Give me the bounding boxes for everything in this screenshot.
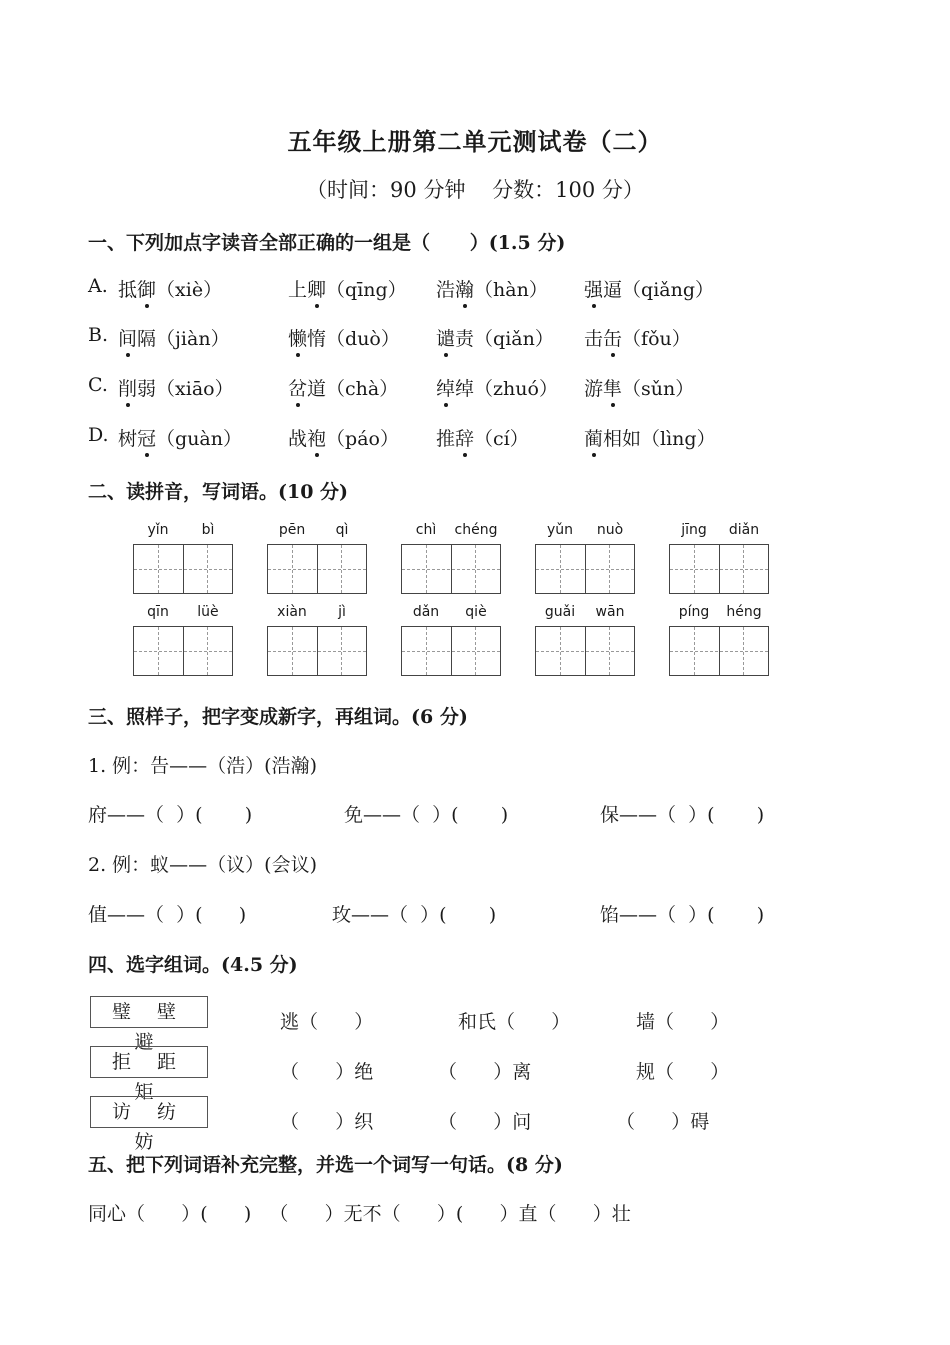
q3-row-2-b[interactable]: 玫——（ ）( )	[332, 904, 497, 926]
q4-blank-2-3[interactable]: 规（ ）	[636, 1061, 730, 1083]
pinyin-syllable: nuò	[596, 522, 624, 538]
pinyin-reading: （fǒu）	[622, 328, 691, 350]
grid-guide-line	[268, 569, 366, 570]
q1-word-item	[584, 374, 694, 401]
q1-word-item	[288, 324, 400, 351]
pinyin-syllable: yǔn	[546, 522, 574, 538]
dotted-character: 缶	[603, 324, 622, 351]
grid-guide-line	[560, 627, 561, 675]
writing-grid[interactable]	[401, 544, 501, 594]
pinyin-syllable: bì	[201, 522, 215, 538]
pinyin-reading: （lìng）	[641, 428, 716, 450]
pinyin-reading: （duò）	[326, 328, 400, 350]
q3-heading: 三、照样子，把字变成新字，再组词。(6 分)	[88, 706, 468, 728]
pinyin-syllable: dǎn	[412, 604, 440, 620]
grid-guide-line	[402, 569, 500, 570]
grid-guide-line	[536, 569, 634, 570]
q3-example-1: 1. 例：告——（浩）(浩瀚)	[88, 755, 317, 777]
q1-option-label: A.	[88, 275, 108, 297]
q1-word-item	[118, 275, 222, 302]
q3-row-1-c[interactable]: 保——（ ）( )	[600, 804, 765, 826]
pinyin-reading: （xiāo）	[156, 378, 234, 400]
pinyin-syllable: pēn	[278, 522, 306, 538]
pinyin-syllable: qīn	[147, 604, 169, 620]
pinyin-reading: （qīng）	[326, 279, 407, 301]
q4-blank-3-2[interactable]: （ ）问	[438, 1111, 532, 1133]
pinyin-reading: （qiǎn）	[474, 328, 554, 350]
q1-word-item	[584, 275, 714, 302]
grid-guide-line	[292, 545, 293, 593]
word-prefix: 浩	[436, 279, 456, 301]
pinyin-reading: （sǔn）	[622, 378, 695, 400]
grid-guide-line	[207, 627, 208, 675]
grid-guide-line	[341, 545, 342, 593]
grid-guide-line	[670, 569, 768, 570]
grid-guide-line	[670, 651, 768, 652]
q1-option-label: B.	[88, 324, 109, 346]
q1-option-label: C.	[88, 374, 108, 396]
q3-row-2-a[interactable]: 值——（ ）( )	[88, 904, 247, 926]
q5-heading: 五、把下列词语补充完整，并选一个词写一句话。(8 分)	[88, 1154, 563, 1176]
grid-guide-line	[341, 627, 342, 675]
word-suffix: 弱	[137, 378, 157, 400]
pinyin-syllable: píng	[678, 604, 710, 620]
pinyin-reading: （hàn）	[474, 279, 548, 301]
grid-guide-line	[694, 627, 695, 675]
grid-guide-line	[134, 651, 232, 652]
pinyin-reading: （jiàn）	[156, 328, 230, 350]
word-prefix: 战	[288, 428, 308, 450]
grid-guide-line	[609, 545, 610, 593]
pinyin-reading: （qiǎng）	[622, 279, 714, 301]
writing-grid[interactable]	[133, 626, 233, 676]
dotted-character: 御	[137, 275, 156, 302]
pinyin-reading: （cí）	[474, 428, 529, 450]
q4-blank-1-3[interactable]: 墙（ ）	[636, 1011, 730, 1033]
q4-blank-3-1[interactable]: （ ）织	[280, 1111, 374, 1133]
grid-guide-line	[475, 545, 476, 593]
grid-guide-line	[475, 627, 476, 675]
dotted-character: 冠	[137, 424, 156, 451]
dotted-character: 强	[584, 275, 603, 302]
q4-blank-2-2[interactable]: （ ）离	[438, 1061, 532, 1083]
pinyin-syllable: guǎi	[544, 604, 576, 620]
grid-guide-line	[536, 651, 634, 652]
pinyin-syllable: chì	[415, 522, 437, 538]
dotted-character: 削	[118, 374, 137, 401]
q2-heading: 二、读拼音，写词语。(10 分)	[88, 481, 349, 503]
q1-word-item	[436, 424, 529, 451]
pinyin-syllable: chéng	[454, 522, 498, 538]
q3-row-2-c[interactable]: 馅——（ ）( )	[600, 904, 765, 926]
grid-guide-line	[158, 545, 159, 593]
grid-guide-line	[292, 627, 293, 675]
word-suffix: 隔	[137, 328, 157, 350]
q5-idiom-blanks[interactable]: 同心（ ）( ) （ ）无不（ ）( ）直（ ）壮	[88, 1203, 631, 1225]
writing-grid[interactable]	[535, 626, 635, 676]
dotted-character: 辞	[455, 424, 474, 451]
dotted-character: 袍	[307, 424, 326, 451]
pinyin-syllable: diǎn	[728, 522, 760, 538]
q1-word-item	[288, 275, 407, 302]
pinyin-syllable: qiè	[465, 604, 487, 620]
writing-grid[interactable]	[133, 544, 233, 594]
q1-option-label: D.	[88, 424, 109, 446]
word-prefix: 击	[584, 328, 604, 350]
pinyin-syllable: yǐn	[147, 522, 169, 538]
pinyin-syllable: xiàn	[277, 604, 307, 620]
pinyin-syllable: wān	[595, 604, 625, 620]
word-prefix: 推	[436, 428, 456, 450]
dotted-character: 蔺	[584, 424, 603, 451]
word-prefix: 上	[288, 279, 308, 301]
word-suffix: 惰	[307, 328, 327, 350]
word-prefix: 抵	[118, 279, 138, 301]
dotted-character: 瀚	[455, 275, 474, 302]
grid-guide-line	[609, 627, 610, 675]
q4-charset-2: 拒 距 矩	[90, 1046, 208, 1078]
word-suffix: 绰	[455, 378, 475, 400]
word-suffix: 道	[307, 378, 327, 400]
q1-word-item	[584, 324, 691, 351]
q4-heading: 四、选字组词。(4.5 分)	[88, 954, 298, 976]
grid-guide-line	[268, 651, 366, 652]
dotted-character: 懒	[288, 324, 307, 351]
pinyin-syllable: héng	[726, 604, 762, 620]
grid-guide-line	[207, 545, 208, 593]
word-suffix: 相如	[603, 428, 642, 450]
q1-word-item	[118, 374, 234, 401]
grid-guide-line	[743, 545, 744, 593]
q1-word-item	[436, 275, 548, 302]
q1-word-item	[436, 374, 558, 401]
word-suffix: 责	[455, 328, 475, 350]
dotted-character: 间	[118, 324, 137, 351]
writing-grid[interactable]	[267, 626, 367, 676]
q4-charset-3: 访 纺 妨	[90, 1096, 208, 1128]
page-subtitle: （时间：90 分钟 分数：100 分）	[306, 178, 644, 202]
q4-blank-1-1[interactable]: 逃（ ）	[280, 1011, 374, 1033]
dotted-character: 绰	[436, 374, 455, 401]
pinyin-syllable: lüè	[197, 604, 219, 620]
grid-guide-line	[134, 569, 232, 570]
word-prefix: 游	[584, 378, 604, 400]
writing-grid[interactable]	[401, 626, 501, 676]
q4-blank-3-3[interactable]: （ ）碍	[616, 1111, 710, 1133]
grid-guide-line	[743, 627, 744, 675]
q1-word-item	[436, 324, 554, 351]
q1-word-item	[288, 424, 399, 451]
dotted-character: 岔	[288, 374, 307, 401]
pinyin-reading: （chà）	[326, 378, 399, 400]
q4-charset-1: 璧 壁 避	[90, 996, 208, 1028]
pinyin-reading: （xiè）	[156, 279, 223, 301]
word-prefix: 树	[118, 428, 138, 450]
dotted-character: 谴	[436, 324, 455, 351]
q4-blank-2-1[interactable]: （ ）绝	[280, 1061, 374, 1083]
grid-guide-line	[560, 545, 561, 593]
pinyin-syllable: jì	[338, 604, 346, 620]
grid-guide-line	[426, 545, 427, 593]
grid-guide-line	[694, 545, 695, 593]
pinyin-reading: （zhuó）	[474, 378, 558, 400]
page-title: 五年级上册第二单元测试卷（二）	[287, 127, 663, 156]
q3-example-2: 2. 例：蚁——（议）(会议)	[88, 854, 317, 876]
q1-word-item	[288, 374, 398, 401]
pinyin-syllable: jīng	[681, 522, 707, 538]
q3-row-1-b[interactable]: 免——（ ）( )	[344, 804, 509, 826]
q1-word-item	[118, 324, 230, 351]
grid-guide-line	[402, 651, 500, 652]
q1-word-item	[584, 424, 716, 451]
word-suffix: 逼	[603, 279, 623, 301]
writing-grid[interactable]	[535, 544, 635, 594]
writing-grid[interactable]	[267, 544, 367, 594]
q3-row-1-a[interactable]: 府——（ ）( )	[88, 804, 253, 826]
q4-blank-1-2[interactable]: 和氏（ ）	[458, 1011, 571, 1033]
writing-grid[interactable]	[669, 544, 769, 594]
dotted-character: 隼	[603, 374, 622, 401]
writing-grid[interactable]	[669, 626, 769, 676]
q1-word-item	[118, 424, 242, 451]
pinyin-syllable: qì	[335, 522, 349, 538]
pinyin-reading: （guàn）	[156, 428, 242, 450]
grid-guide-line	[426, 627, 427, 675]
q1-heading: 一、下列加点字读音全部正确的一组是（ ）(1.5 分)	[88, 232, 566, 254]
dotted-character: 卿	[307, 275, 326, 302]
grid-guide-line	[158, 627, 159, 675]
pinyin-reading: （páo）	[326, 428, 399, 450]
